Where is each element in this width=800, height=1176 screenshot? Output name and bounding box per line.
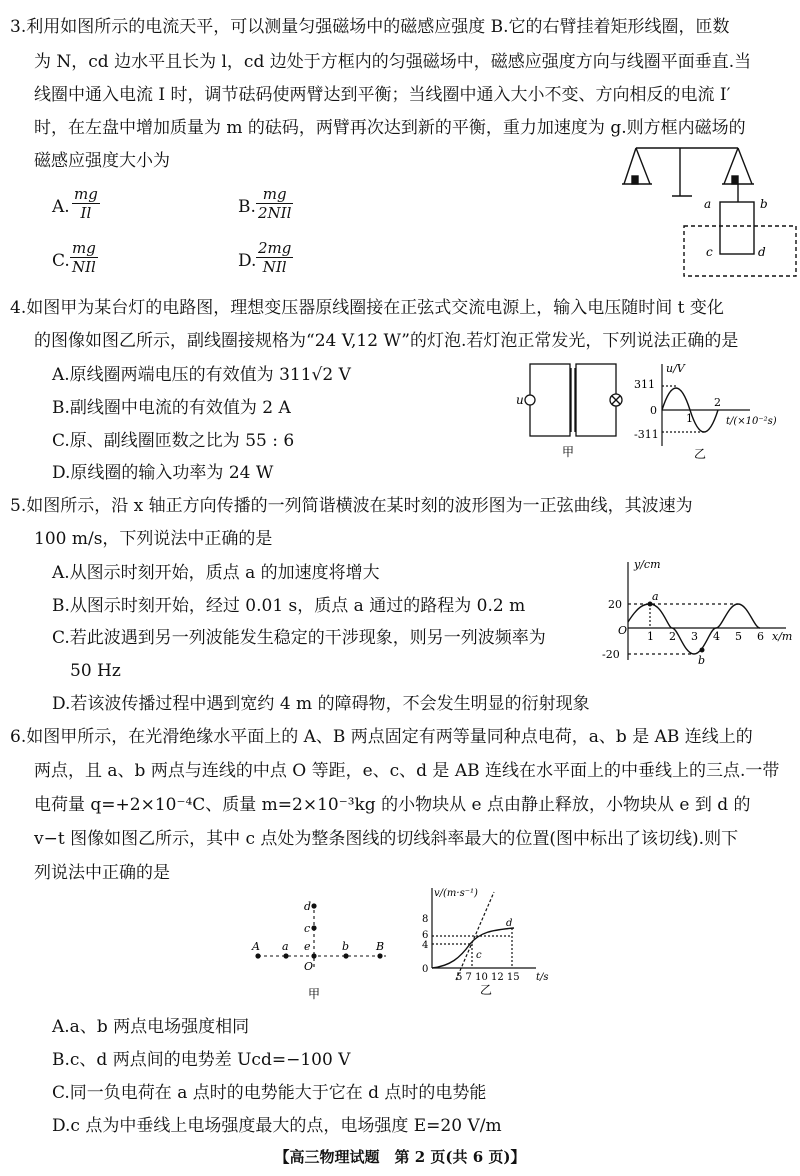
q5-graph-ylabel: y/cm — [634, 558, 661, 571]
q4-graph-t1: 1 — [686, 412, 693, 425]
q4-transformer-circuit-figure — [516, 358, 626, 458]
q4-line-2: 的图像如图乙所示，副线圈接规格为“24 V,12 W”的灯泡.若灯泡正常发光，下列说法正确的是 — [34, 331, 739, 351]
q3-current-balance-figure — [620, 140, 800, 285]
q6-label-e: e — [304, 940, 311, 953]
q6-graph-c: c — [476, 950, 482, 961]
q3-label-c: c — [706, 245, 713, 259]
q6-label-yi: 乙 — [480, 983, 493, 997]
q6-graph-vlabel: v/(m·s⁻¹) — [434, 888, 478, 899]
q6-label-d: d — [304, 900, 312, 913]
q3-option-d-den: NIl — [262, 258, 287, 276]
q6-graph-v6: 6 — [422, 930, 429, 941]
q6-option-c: C.同一负电荷在 a 点时的电势能大于它在 d 点时的电势能 — [52, 1083, 487, 1103]
q3-option-a-den: Il — [80, 204, 92, 222]
q4-line-1: 4.如图甲为某台灯的电路图，理想变压器原线圈接在正弦式交流电源上，输入电压随时间 t 变化 — [10, 298, 724, 318]
q5-graph-xlabel: x/m — [772, 630, 793, 643]
q4-graph-zero: 0 — [650, 404, 657, 417]
q4-option-a: A.原线圈两端电压的有效值为 311√2 V — [52, 365, 351, 385]
q4-voltage-graph-figure — [630, 360, 795, 460]
q5-tick-6: 6 — [757, 630, 764, 643]
q5-option-b: B.从图示时刻开始，经过 0.01 s，质点 a 通过的路程为 0.2 m — [52, 596, 526, 616]
q5-wave-graph-figure — [598, 556, 796, 666]
q4-label-u: u — [516, 393, 524, 407]
q6-line-3: 电荷量 q=+2×10⁻⁴C、质量 m=2×10⁻³kg 的小物块从 e 点由静止释放，小物块从 e 到 d 的 — [34, 795, 751, 815]
q5-tick-4: 4 — [713, 630, 720, 643]
q6-label-B: B — [376, 940, 385, 953]
q3-line-5: 磁感应强度大小为 — [34, 151, 170, 171]
q4-label-jia: 甲 — [562, 445, 575, 458]
q4-graph-ymax: 311 — [634, 378, 655, 391]
q3-option-d-num: 2mg — [258, 239, 292, 257]
q5-option-a: A.从图示时刻开始，质点 a 的加速度将增大 — [52, 563, 380, 583]
q5-option-d: D.若该波传播过程中遇到宽约 4 m 的障碍物，不会发生明显的衍射现象 — [52, 694, 590, 714]
q5-option-c-cont: 50 Hz — [70, 661, 121, 681]
q5-tick-2: 2 — [669, 630, 676, 643]
q5-tick-3: 3 — [691, 630, 698, 643]
q4-graph-ymin: -311 — [634, 428, 659, 441]
q5-graph-origin: O — [618, 624, 628, 637]
q3-line-2: 为 N，cd 边水平且长为 l，cd 边处于方框内的匀强磁场中，磁感应强度方向与线圈平面垂直.当 — [34, 52, 752, 72]
q5-label-a: a — [652, 590, 659, 603]
q4-graph-t2: 2 — [714, 396, 721, 409]
q5-tick-1: 1 — [647, 630, 654, 643]
q6-label-a: a — [282, 940, 289, 953]
q5-point-b — [700, 648, 705, 653]
q6-label-c: c — [304, 922, 311, 935]
q5-tick-5: 5 — [735, 630, 742, 643]
q3-option-a-fraction — [72, 185, 100, 222]
q5-line-2: 100 m/s，下列说法中正确的是 — [34, 529, 273, 549]
q3-label-a: a — [704, 197, 712, 211]
q6-label-b: b — [342, 940, 350, 953]
q3-option-b-label: B. — [238, 197, 256, 217]
q3-option-a-num: mg — [74, 185, 98, 203]
q4-graph-ylabel: u/V — [666, 362, 685, 375]
q3-label-d: d — [758, 245, 766, 259]
q4-label-yi: 乙 — [694, 447, 707, 460]
q6-option-d: D.c 点为中垂线上电场强度最大的点，电场强度 E=20 V/m — [52, 1116, 502, 1136]
q6-graph-d: d — [506, 918, 513, 929]
q6-label-jia: 甲 — [308, 987, 321, 1001]
q6-charges-figure — [250, 898, 400, 1008]
q3-line-3: 线圈中通入电流 I 时，调节砝码使两臂达到平衡；当线圈中通入大小不变、方向相反的电流 I′ — [34, 85, 731, 105]
q3-option-b-fraction — [256, 185, 293, 222]
q6-line-1: 6.如图甲所示，在光滑绝缘水平面上的 A、B 两点固定有两等量同种点电荷，a、b 是 AB 连线上的 — [10, 727, 753, 747]
q3-option-c-label: C. — [52, 251, 70, 271]
q3-line-1: 3.利用如图所示的电流天平，可以测量匀强磁场中的磁感应强度 B.它的右臂挂着矩形线圈，匝数 — [10, 17, 730, 37]
q6-label-O: O — [304, 960, 314, 973]
q6-option-b: B.c、d 两点间的电势差 Ucd=−100 V — [52, 1050, 351, 1070]
q4-graph-tlabel: t/(×10⁻²s) — [726, 416, 777, 427]
q3-option-a-label: A. — [52, 197, 70, 217]
q5-line-1: 5.如图所示，沿 x 轴正方向传播的一列简谐横波在某时刻的波形图为一正弦曲线，其波速为 — [10, 496, 693, 516]
q6-graph-tlabel: t/s — [536, 972, 549, 983]
q6-label-A: A — [252, 940, 260, 953]
q6-line-2: 两点，且 a、b 两点与连线的中点 O 等距，e、c、d 是 AB 连线在水平面上的中垂线上的三点.一带 — [34, 761, 780, 781]
q3-option-b-den: 2NIl — [258, 204, 292, 222]
q5-option-c: C.若此波遇到另一列波能发生稳定的干涉现象，则另一列波频率为 — [52, 628, 546, 648]
q3-option-c-fraction — [70, 239, 98, 276]
q6-graph-v8: 8 — [422, 914, 429, 925]
q3-option-d-fraction — [256, 239, 293, 276]
q3-label-b: b — [760, 197, 768, 211]
q6-graph-tticks: 5 7 10 12 15 — [456, 972, 520, 983]
q4-option-c: C.原、副线圈匝数之比为 55 : 6 — [52, 431, 295, 451]
q5-label-b: b — [698, 654, 706, 666]
q3-option-c-num: mg — [70, 239, 98, 258]
q3-line-4: 时，在左盘中增加质量为 m 的砝码，两臂再次达到新的平衡，重力加速度为 g.则方框内磁场的 — [34, 118, 746, 138]
q6-option-a: A.a、b 两点电场强度相同 — [52, 1017, 250, 1037]
q4-option-b: B.副线圈中电流的有效值为 2 A — [52, 398, 291, 418]
q6-graph-zero: 0 — [422, 964, 429, 975]
q6-vt-graph-figure — [420, 882, 570, 1002]
q5-graph-y20: 20 — [608, 598, 622, 611]
q3-option-c-den: NIl — [72, 258, 96, 276]
q6-line-4: v−t 图像如图乙所示，其中 c 点处为整条图线的切线斜率最大的位置(图中标出了该切线).则下 — [34, 829, 739, 849]
q6-graph-v4: 4 — [422, 940, 429, 951]
q4-option-d: D.原线圈的输入功率为 24 W — [52, 463, 274, 483]
q3-option-d-label: D. — [238, 251, 257, 271]
q3-option-b-num: mg — [256, 185, 293, 204]
page-footer: 【高三物理试题 第 2 页(共 6 页)】 — [274, 1148, 526, 1166]
q5-graph-yn20: -20 — [602, 648, 620, 661]
q6-line-5: 列说法中正确的是 — [34, 863, 170, 883]
